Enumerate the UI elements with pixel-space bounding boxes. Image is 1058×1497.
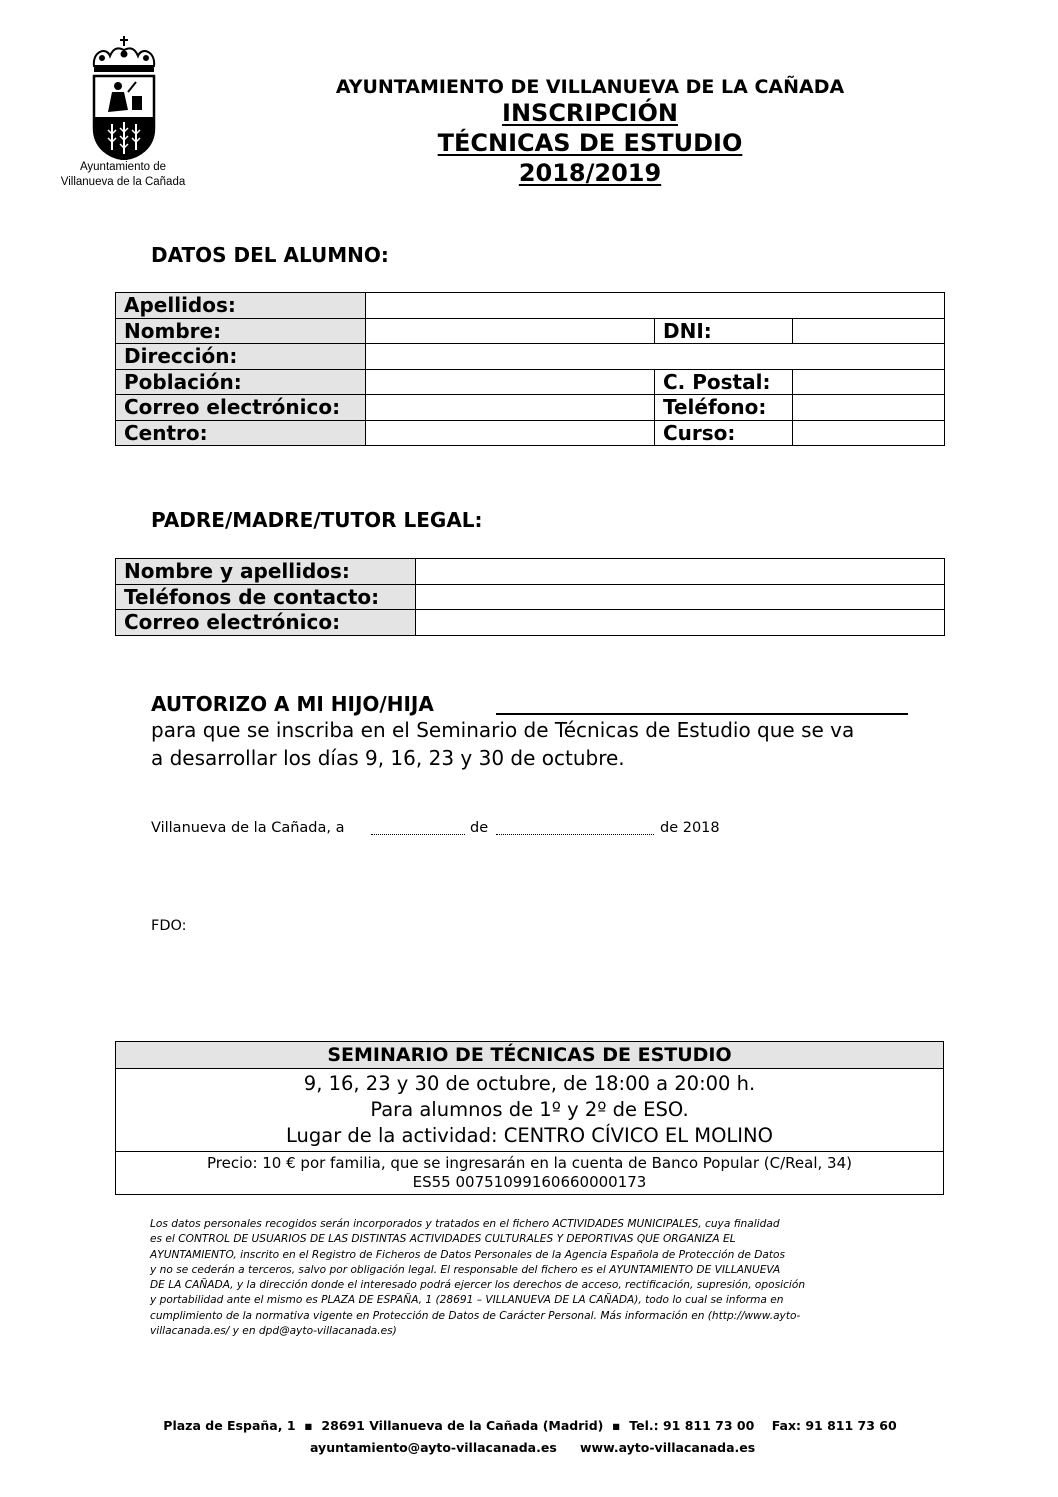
- student-section-title: DATOS DEL ALUMNO:: [151, 243, 389, 267]
- guardian-section-title: PADRE/MADRE/TUTOR LEGAL:: [151, 508, 483, 532]
- telefono-field[interactable]: [793, 395, 945, 421]
- table-row: [116, 344, 945, 370]
- privacy-notice-line: villacanada.es/ y en dpd@ayto-villacanada.es): [150, 1325, 397, 1338]
- seminar-details: [116, 1069, 944, 1152]
- privacy-notice-line: cumplimiento de la normativa vigente en Protección de Datos de Carácter Personal. Más información en (http://www.ayto-: [150, 1309, 801, 1322]
- municipal-coat-of-arms-logo: [88, 36, 160, 160]
- logo-caption-line2: Villanueva de la Cañada: [60, 176, 186, 188]
- student-data-table: [115, 292, 945, 446]
- form-title-tecnicas: TÉCNICAS DE ESTUDIO: [437, 129, 743, 157]
- centro-field[interactable]: [366, 420, 655, 446]
- curso-field[interactable]: [793, 420, 945, 446]
- curso-label: Curso:: [655, 420, 793, 446]
- table-row: [116, 1069, 944, 1152]
- correo-label: Correo electrónico:: [116, 395, 366, 421]
- footer-email[interactable]: ayuntamiento@ayto-villacanada.es: [310, 1440, 557, 1455]
- table-row: [116, 293, 945, 319]
- poblacion-label: Población:: [116, 369, 366, 395]
- privacy-notice: [150, 1217, 908, 1339]
- guardian-correo-field[interactable]: [416, 610, 945, 636]
- authorization-lead: AUTORIZO A MI HIJO/HIJA: [151, 692, 434, 716]
- table-row: [116, 420, 945, 446]
- nombre-label: Nombre:: [116, 318, 366, 344]
- privacy-notice-line: y no se cederán a terceros, salvo por obligación legal. El responsable del fichero es el AYUNTAMIENTO DE VILLANUEVA: [150, 1263, 781, 1276]
- seminar-audience: Para alumnos de 1º y 2º de ESO.: [370, 1098, 689, 1121]
- direccion-field[interactable]: [366, 344, 945, 370]
- child-name-blank-line[interactable]: [496, 713, 908, 715]
- guardian-telefonos-label: Teléfonos de contacto:: [116, 584, 416, 610]
- privacy-notice-line: Los datos personales recogidos serán incorporados y tratados en el fichero ACTIVIDADES MUNICIPALES, cuya finalidad: [150, 1218, 780, 1230]
- footer-website[interactable]: www.ayto-villacanada.es: [580, 1440, 756, 1455]
- privacy-notice-line: AYUNTAMIENTO, inscrito en el Registro de Ficheros de Datos Personales de la Agencia Española de Protección de Datos: [150, 1248, 786, 1261]
- guardian-data-table: [115, 558, 945, 636]
- signature-place: Villanueva de la Cañada, a: [151, 820, 345, 836]
- guardian-nombre-label: Nombre y apellidos:: [116, 559, 416, 585]
- form-title-year: 2018/2019: [518, 159, 662, 187]
- table-row: [116, 395, 945, 421]
- organization-name: AYUNTAMIENTO DE VILLANUEVA DE LA CAÑADA: [335, 76, 845, 98]
- guardian-correo-label: Correo electrónico:: [116, 610, 416, 636]
- month-blank-line[interactable]: [496, 834, 654, 835]
- table-row: [116, 318, 945, 344]
- seminar-iban: ES55 00751099160660000173: [412, 1173, 647, 1191]
- poblacion-field[interactable]: [366, 369, 655, 395]
- seminar-title: SEMINARIO DE TÉCNICAS DE ESTUDIO: [116, 1042, 944, 1069]
- seminar-price: Precio: 10 € por familia, que se ingresarán en la cuenta de Banco Popular (C/Real, 34): [207, 1154, 852, 1172]
- authorization-text-line1: para que se inscriba en el Seminario de Técnicas de Estudio que se va: [151, 718, 855, 742]
- nombre-field[interactable]: [366, 318, 655, 344]
- privacy-notice-line: y portabilidad ante el mismo es PLAZA DE ESPAÑA, 1 (28691 – VILLANUEVA DE LA CAÑADA), todo lo cual se informa en: [150, 1294, 784, 1307]
- table-row: [116, 369, 945, 395]
- seminar-info-table: [115, 1041, 944, 1195]
- privacy-notice-line: DE LA CAÑADA, y la dirección donde el interesado podrá ejercer los derechos de acceso, rectificación, supresión, oposición: [150, 1279, 806, 1292]
- table-row: [116, 610, 945, 636]
- dni-field[interactable]: [793, 318, 945, 344]
- dni-label: DNI:: [655, 318, 793, 344]
- guardian-telefonos-field[interactable]: [416, 584, 945, 610]
- table-row: [116, 559, 945, 585]
- centro-label: Centro:: [116, 420, 366, 446]
- seminar-dates: 9, 16, 23 y 30 de octubre, de 18:00 a 20:00 h.: [303, 1072, 756, 1095]
- table-row: [116, 584, 945, 610]
- apellidos-field[interactable]: [366, 293, 945, 319]
- correo-field[interactable]: [366, 395, 655, 421]
- signature-fdo-label: FDO:: [151, 918, 187, 934]
- footer-address: Plaza de España, 1 ▪ 28691 Villanueva de la Cañada (Madrid) ▪ Tel.: 91 811 73 00 Fax: 91 811 73 60: [163, 1418, 897, 1433]
- direccion-label: Dirección:: [116, 344, 366, 370]
- guardian-nombre-field[interactable]: [416, 559, 945, 585]
- table-row: [116, 1152, 944, 1195]
- day-blank-line[interactable]: [371, 834, 465, 835]
- form-title-inscripcion: INSCRIPCIÓN: [502, 99, 678, 127]
- table-row: [116, 1042, 944, 1069]
- authorization-text-line2: a desarrollar los días 9, 16, 23 y 30 de octubre.: [151, 746, 625, 770]
- seminar-price-cell: [116, 1152, 944, 1195]
- cpostal-label: C. Postal:: [655, 369, 793, 395]
- privacy-notice-line: es el CONTROL DE USUARIOS DE LAS DISTINTAS ACTIVIDADES CULTURALES Y DEPORTIVAS QUE ORGANIZA EL: [150, 1233, 736, 1246]
- telefono-label: Teléfono:: [655, 395, 793, 421]
- cpostal-field[interactable]: [793, 369, 945, 395]
- apellidos-label: Apellidos:: [116, 293, 366, 319]
- logo-caption-line1: Ayuntamiento de: [79, 161, 167, 173]
- signature-year: de 2018: [660, 820, 720, 836]
- seminar-location: Lugar de la actividad: CENTRO CÍVICO EL MOLINO: [286, 1124, 773, 1147]
- signature-de: de: [470, 820, 489, 836]
